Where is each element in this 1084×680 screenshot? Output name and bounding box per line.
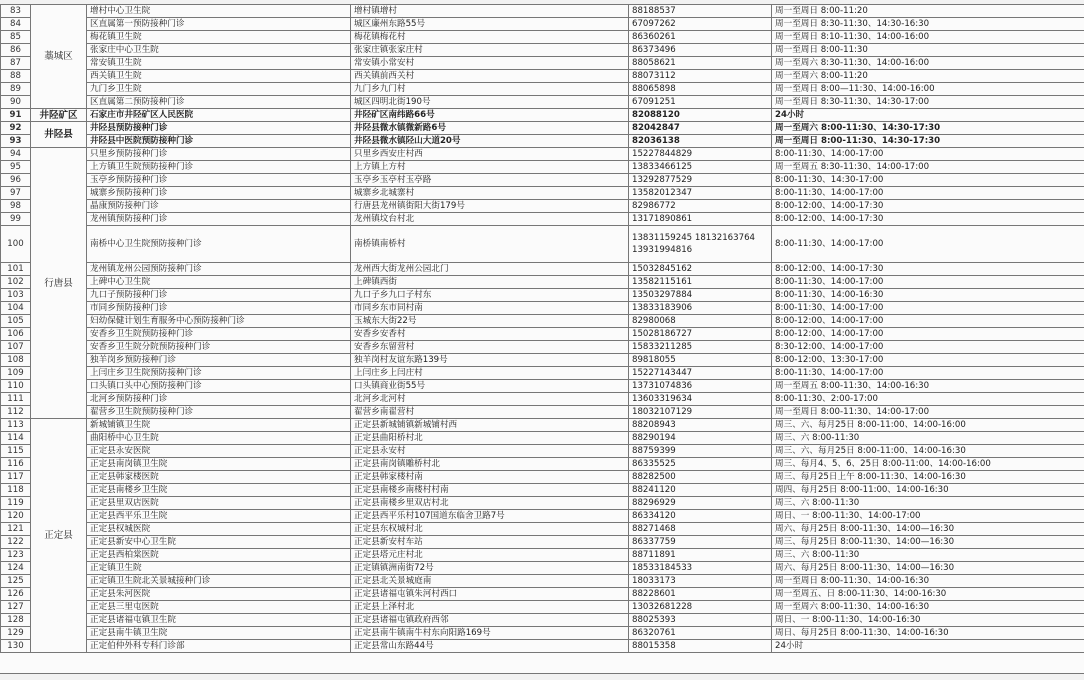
clinic-name-cell: 只里乡预防接种门诊: [87, 148, 351, 161]
phone-cell: 13503297884: [629, 289, 772, 302]
clinic-name-cell: 增村中心卫生院: [87, 5, 351, 18]
address-cell: 正定县塔元庄村北: [351, 549, 629, 562]
table-row: [1, 601, 1084, 614]
row-number: 85: [1, 31, 31, 44]
phone-cell: 13582115161: [629, 276, 772, 289]
clinic-name-cell: 口头镇口头中心预防接种门诊: [87, 380, 351, 393]
row-number: 112: [1, 406, 31, 419]
clinic-name-cell: 龙州镇龙州公园预防接种门诊: [87, 263, 351, 276]
table-row: [1, 471, 1084, 484]
address-cell: 正定县诸福屯镇政府西邻: [351, 614, 629, 627]
address-cell: 正定县常山东路44号: [351, 640, 629, 653]
hours-cell: 周一至周五 8:00-11:30、14:00-16:30: [772, 380, 1084, 393]
phone-cell: 88241120: [629, 484, 772, 497]
address-cell: 九门乡九门村: [351, 83, 629, 96]
row-number: 114: [1, 432, 31, 445]
table-row: [1, 18, 1084, 31]
row-number: 103: [1, 289, 31, 302]
address-cell: 井陉县微水镇陉山大道20号: [351, 135, 629, 148]
clinic-name-cell: 南桥中心卫生院预防接种门诊: [87, 226, 351, 263]
phone-cell: 13833466125: [629, 161, 772, 174]
clinic-name-cell: 新城铺镇卫生院: [87, 419, 351, 432]
table-row: [1, 122, 1084, 135]
row-number: 99: [1, 213, 31, 226]
phone-cell: 88228601: [629, 588, 772, 601]
address-cell: 城寨乡北城寨村: [351, 187, 629, 200]
address-cell: 正定县永安村: [351, 445, 629, 458]
address-cell: 城区四明北街190号: [351, 96, 629, 109]
table-row: [1, 536, 1084, 549]
row-number: 94: [1, 148, 31, 161]
table-row: [1, 562, 1084, 575]
table-row: [1, 302, 1084, 315]
address-cell: 正定县南岗镇雕桥村北: [351, 458, 629, 471]
hours-cell: 周一至周日 8:10-11:30、14:00-16:00: [772, 31, 1084, 44]
clinic-name-cell: 正定伯仲外科专科门诊部: [87, 640, 351, 653]
row-number: 84: [1, 18, 31, 31]
phone-cell: 67097262: [629, 18, 772, 31]
hours-cell: 周一至周日 8:00—11:30、14:00-16:00: [772, 83, 1084, 96]
hours-cell: 8:00-11:30、2:00-17:00: [772, 393, 1084, 406]
phone-cell: 86337759: [629, 536, 772, 549]
table-row: [1, 96, 1084, 109]
hours-cell: 8:00-11:30、14:00-17:00: [772, 187, 1084, 200]
phone-cell: 88290194: [629, 432, 772, 445]
phone-cell: 13582012347: [629, 187, 772, 200]
table-row: [1, 575, 1084, 588]
clinic-name-cell: 正定县西平乐卫生院: [87, 510, 351, 523]
clinic-name-cell: 妇幼保健计划生育服务中心预防接种门诊: [87, 315, 351, 328]
clinic-name-cell: 正定县里双店医院: [87, 497, 351, 510]
table-row: [1, 200, 1084, 213]
address-cell: 独羊岗村友谊东路139号: [351, 354, 629, 367]
hours-cell: 周一至周日 8:00-11:30、14:00-17:00: [772, 406, 1084, 419]
row-number: 95: [1, 161, 31, 174]
table-row: [1, 328, 1084, 341]
district-cell: 井陉矿区: [31, 109, 87, 122]
hours-cell: 周日、一 8:00-11:30、14:00-16:30: [772, 614, 1084, 627]
table-row: [1, 289, 1084, 302]
hours-cell: 周六、每月25日 8:00-11:30、14:00—16:30: [772, 523, 1084, 536]
clinic-name-cell: 曲阳桥中心卫生院: [87, 432, 351, 445]
phone-cell: 88711891: [629, 549, 772, 562]
hours-cell: 8:00-11:30、14:00-16:30: [772, 289, 1084, 302]
table-row: [1, 627, 1084, 640]
hours-cell: 周一至周六 8:00-11:30、14:00-16:30: [772, 601, 1084, 614]
address-cell: 正定县北关景城庭南: [351, 575, 629, 588]
district-cell: 正定县: [31, 419, 87, 653]
row-number: 87: [1, 57, 31, 70]
hours-cell: 周一至周日 8:00-11:20: [772, 5, 1084, 18]
phone-cell: 89818055: [629, 354, 772, 367]
clinic-name-cell: 正定县南楼乡卫生院: [87, 484, 351, 497]
clinic-name-cell: 北河乡预防接种门诊: [87, 393, 351, 406]
address-cell: 正定县上泽村北: [351, 601, 629, 614]
row-number: 111: [1, 393, 31, 406]
table-row: [1, 44, 1084, 57]
phone-cell: 13731074836: [629, 380, 772, 393]
clinic-name-cell: 石家庄市井陉矿区人民医院: [87, 109, 351, 122]
address-cell: 九口子乡九口子村东: [351, 289, 629, 302]
hours-cell: 8:00-11:30、14:00-17:00: [772, 226, 1084, 263]
row-number: 96: [1, 174, 31, 187]
row-number: 89: [1, 83, 31, 96]
table-row: [1, 393, 1084, 406]
clinic-name-cell: 张家庄中心卫生院: [87, 44, 351, 57]
clinic-name-cell: 市同乡预防接种门诊: [87, 302, 351, 315]
table-row: [1, 432, 1084, 445]
table-row: [1, 341, 1084, 354]
clinic-name-cell: 九口子预防接种门诊: [87, 289, 351, 302]
hours-cell: 周三、六、每月25日 8:00-11:00、14:00-16:00: [772, 419, 1084, 432]
table-row: [1, 174, 1084, 187]
clinic-name-cell: 井陉县预防接种门诊: [87, 122, 351, 135]
address-cell: 正定县西平乐村107国道东临舍卫路7号: [351, 510, 629, 523]
address-cell: 正定县东权城村北: [351, 523, 629, 536]
phone-cell: 88208943: [629, 419, 772, 432]
row-number: 98: [1, 200, 31, 213]
row-number: 104: [1, 302, 31, 315]
address-cell: 安香乡安香村: [351, 328, 629, 341]
phone-cell: 86320761: [629, 627, 772, 640]
phone-cell: 88188537: [629, 5, 772, 18]
table-row: [1, 445, 1084, 458]
clinic-name-cell: 上碑中心卫生院: [87, 276, 351, 289]
hours-cell: 周三、六 8:00-11:30: [772, 549, 1084, 562]
hours-cell: 8:00-11:30、14:00-17:00: [772, 367, 1084, 380]
table-row: [1, 226, 1084, 263]
clinic-name-cell: 正定县南岗镇卫生院: [87, 458, 351, 471]
phone-cell: 88759399: [629, 445, 772, 458]
address-cell: 井陉矿区南纬路66号: [351, 109, 629, 122]
row-number: 83: [1, 5, 31, 18]
row-number: 101: [1, 263, 31, 276]
address-cell: 正定县诸福屯镇朱河村西口: [351, 588, 629, 601]
hours-cell: 周日、一 8:00-11:30、14:00-17:00: [772, 510, 1084, 523]
table-row: [1, 57, 1084, 70]
address-cell: 口头镇商业街55号: [351, 380, 629, 393]
hours-cell: 周三、每月25日 8:00-11:30、14:00—16:30: [772, 536, 1084, 549]
address-cell: 井陉县微水镇微新路6号: [351, 122, 629, 135]
row-number: 106: [1, 328, 31, 341]
phone-cell: 88271468: [629, 523, 772, 536]
address-cell: 正定县曲阳桥村北: [351, 432, 629, 445]
table-row: [1, 380, 1084, 393]
address-cell: 北河乡北河村: [351, 393, 629, 406]
address-cell: 增村镇增村: [351, 5, 629, 18]
clinic-name-cell: 井陉县中医院预防接种门诊: [87, 135, 351, 148]
hours-cell: 周一至周六 8:30-11:30、14:00-16:00: [772, 57, 1084, 70]
row-number: 109: [1, 367, 31, 380]
address-cell: 常安镇小常安村: [351, 57, 629, 70]
hours-cell: 周四、每月25日 8:00-11:00、14:00-16:30: [772, 484, 1084, 497]
address-cell: 龙州镇坟台村北: [351, 213, 629, 226]
hours-cell: 8:00-12:00、14:00-17:30: [772, 263, 1084, 276]
hours-cell: 周三、每月25日上午 8:00-11:30、14:00-16:30: [772, 471, 1084, 484]
hours-cell: 周一至周日 8:30-11:30、14:30-16:30: [772, 18, 1084, 31]
hours-cell: 8:00-12:00、13:30-17:00: [772, 354, 1084, 367]
address-cell: 上方镇上方村: [351, 161, 629, 174]
row-number: 118: [1, 484, 31, 497]
table-row: [1, 187, 1084, 200]
phone-cell: 15028186727: [629, 328, 772, 341]
clinic-name-cell: 正定县新安中心卫生院: [87, 536, 351, 549]
clinic-name-cell: 正定县南牛镇卫生院: [87, 627, 351, 640]
phone-cell: 82042847: [629, 122, 772, 135]
address-cell: 安香乡东留营村: [351, 341, 629, 354]
table-row: [1, 70, 1084, 83]
district-cell: 藁城区: [31, 5, 87, 109]
clinic-name-cell: 上方镇卫生院预防接种门诊: [87, 161, 351, 174]
hours-cell: 周一至周五、日 8:00-11:30、14:00-16:30: [772, 588, 1084, 601]
address-cell: 正定县韩家楼村南: [351, 471, 629, 484]
row-number: 108: [1, 354, 31, 367]
phone-cell: 88073112: [629, 70, 772, 83]
phone-cell: 88282500: [629, 471, 772, 484]
phone-cell: 86334120: [629, 510, 772, 523]
row-number: 86: [1, 44, 31, 57]
clinic-name-cell: 安香乡卫生院预防接种门诊: [87, 328, 351, 341]
phone-cell: 13831159245 18132163764 13931994816: [629, 226, 772, 263]
table-row: [1, 83, 1084, 96]
address-cell: 南桥镇南桥村: [351, 226, 629, 263]
hours-cell: 24小时: [772, 640, 1084, 653]
row-number: 121: [1, 523, 31, 536]
table-row: [1, 458, 1084, 471]
address-cell: 城区廉州东路55号: [351, 18, 629, 31]
row-number: 107: [1, 341, 31, 354]
address-cell: 只里乡西安庄村西: [351, 148, 629, 161]
address-cell: 张家庄镇张家庄村: [351, 44, 629, 57]
table-row: [1, 263, 1084, 276]
table-row: [1, 549, 1084, 562]
address-cell: 龙州西大街龙州公园北门: [351, 263, 629, 276]
phone-cell: 15227143447: [629, 367, 772, 380]
clinic-name-cell: 上闫庄乡卫生院预防接种门诊: [87, 367, 351, 380]
row-number: 117: [1, 471, 31, 484]
hours-cell: 8:00-11:30、14:30-17:00: [772, 174, 1084, 187]
address-cell: 翟营乡南翟营村: [351, 406, 629, 419]
clinic-name-cell: 城寨乡预防接种门诊: [87, 187, 351, 200]
address-cell: 行唐县龙州镇街阳大街179号: [351, 200, 629, 213]
table-row: [1, 640, 1084, 653]
clinic-name-cell: 晶康预防接种门诊: [87, 200, 351, 213]
hours-cell: 周三、每月4、5、6、25日 8:00-11:00、14:00-16:00: [772, 458, 1084, 471]
phone-cell: 86360261: [629, 31, 772, 44]
clinic-name-cell: 正定县永安医院: [87, 445, 351, 458]
table-row: [1, 510, 1084, 523]
phone-cell: 18032107129: [629, 406, 772, 419]
hours-cell: 周一至周日 8:00-11:30、14:30-17:30: [772, 135, 1084, 148]
address-cell: 正定镇镇洲南街72号: [351, 562, 629, 575]
hours-cell: 8:00-12:00、14:00-17:00: [772, 315, 1084, 328]
clinic-name-cell: 正定镇卫生院北关景城接种门诊: [87, 575, 351, 588]
hours-cell: 周日、每月25日 8:00-11:30、14:00-16:30: [772, 627, 1084, 640]
district-cell: 行唐县: [31, 148, 87, 419]
table-row: [1, 148, 1084, 161]
table-row: [1, 614, 1084, 627]
phone-cell: 82986772: [629, 200, 772, 213]
table-row: [1, 367, 1084, 380]
hours-cell: 24小时: [772, 109, 1084, 122]
clinic-name-cell: 翟营乡卫生院预防接种门诊: [87, 406, 351, 419]
clinic-name-cell: 区直属第一预防接种门诊: [87, 18, 351, 31]
table-row: [1, 276, 1084, 289]
hours-cell: 周一至周六 8:00-11:20: [772, 70, 1084, 83]
row-number: 113: [1, 419, 31, 432]
hours-cell: 8:00-12:00、14:00-17:30: [772, 213, 1084, 226]
address-cell: 玉亭乡玉亭村玉亭路: [351, 174, 629, 187]
hours-cell: 周三、六 8:00-11:30: [772, 497, 1084, 510]
hours-cell: 周一至周日 8:00-11:30: [772, 44, 1084, 57]
row-number: 90: [1, 96, 31, 109]
phone-cell: 88065898: [629, 83, 772, 96]
phone-cell: 15227844829: [629, 148, 772, 161]
phone-cell: 13032681228: [629, 601, 772, 614]
row-number: 92: [1, 122, 31, 135]
hours-cell: 8:00-11:30、14:00-17:00: [772, 276, 1084, 289]
row-number: 102: [1, 276, 31, 289]
phone-cell: 67091251: [629, 96, 772, 109]
clinic-name-cell: 梅花镇卫生院: [87, 31, 351, 44]
table-row: [1, 135, 1084, 148]
address-cell: 梅花镇梅花村: [351, 31, 629, 44]
address-cell: 西关镇前西关村: [351, 70, 629, 83]
clinic-name-cell: 正定县三里屯医院: [87, 601, 351, 614]
phone-cell: 18033173: [629, 575, 772, 588]
phone-cell: 15032845162: [629, 263, 772, 276]
hours-cell: 周一至周日 8:00-11:30、14:00-16:30: [772, 575, 1084, 588]
row-number: 124: [1, 562, 31, 575]
clinic-name-cell: 常安镇卫生院: [87, 57, 351, 70]
row-number: 126: [1, 588, 31, 601]
hours-cell: 周三、六、每月25日 8:00-11:00、14:00-16:30: [772, 445, 1084, 458]
phone-cell: 88015358: [629, 640, 772, 653]
table-row: [1, 213, 1084, 226]
row-number: 105: [1, 315, 31, 328]
hours-cell: 周六、每月25日 8:00-11:30、14:00—16:30: [772, 562, 1084, 575]
district-cell: 井陉县: [31, 122, 87, 148]
table-row: [1, 109, 1084, 122]
phone-cell: 13171890861: [629, 213, 772, 226]
clinic-name-cell: 正定镇卫生院: [87, 562, 351, 575]
row-number: 110: [1, 380, 31, 393]
phone-cell: 13292877529: [629, 174, 772, 187]
phone-cell: 88025393: [629, 614, 772, 627]
clinic-table: [0, 4, 1084, 653]
phone-cell: 86373496: [629, 44, 772, 57]
table-row: [1, 484, 1084, 497]
row-number: 128: [1, 614, 31, 627]
phone-cell: 86335525: [629, 458, 772, 471]
hours-cell: 周一至周日 8:30-11:30、14:30-17:00: [772, 96, 1084, 109]
phone-cell: 13833183906: [629, 302, 772, 315]
hours-cell: 周一至周五 8:30-11:30、14:00-17:00: [772, 161, 1084, 174]
phone-cell: 13603319634: [629, 393, 772, 406]
phone-cell: 15833211285: [629, 341, 772, 354]
clinic-name-cell: 正定县朱河医院: [87, 588, 351, 601]
address-cell: 正定县新安村车站: [351, 536, 629, 549]
address-cell: 正定县南楼乡南楼村村南: [351, 484, 629, 497]
address-cell: 正定县南牛镇南牛村东向阳路169号: [351, 627, 629, 640]
hours-cell: 周一至周六 8:00-11:30、14:30-17:30: [772, 122, 1084, 135]
table-row: [1, 406, 1084, 419]
row-number: 97: [1, 187, 31, 200]
clinic-name-cell: 玉亭乡预防接种门诊: [87, 174, 351, 187]
hours-cell: 8:00-11:30、14:00-17:00: [772, 148, 1084, 161]
row-number: 130: [1, 640, 31, 653]
clinic-name-cell: 龙州镇预防接种门诊: [87, 213, 351, 226]
table-row: [1, 523, 1084, 536]
row-number: 88: [1, 70, 31, 83]
clinic-name-cell: 正定县西柏棠医院: [87, 549, 351, 562]
phone-cell: 18533184533: [629, 562, 772, 575]
clinic-name-cell: 正定县韩家楼医院: [87, 471, 351, 484]
hours-cell: 周三、六 8:00-11:30: [772, 432, 1084, 445]
address-cell: 正定县南楼乡里双店村北: [351, 497, 629, 510]
address-cell: 市同乡东市同村南: [351, 302, 629, 315]
row-number: 123: [1, 549, 31, 562]
row-number: 119: [1, 497, 31, 510]
phone-cell: 88058621: [629, 57, 772, 70]
row-number: 129: [1, 627, 31, 640]
table-row: [1, 161, 1084, 174]
row-number: 127: [1, 601, 31, 614]
row-number: 93: [1, 135, 31, 148]
row-number: 122: [1, 536, 31, 549]
table-row: [1, 315, 1084, 328]
row-number: 115: [1, 445, 31, 458]
phone-cell: 82980068: [629, 315, 772, 328]
table-row: [1, 31, 1084, 44]
address-cell: 上碑镇西街: [351, 276, 629, 289]
address-cell: 玉城东大街22号: [351, 315, 629, 328]
row-number: 91: [1, 109, 31, 122]
row-number: 116: [1, 458, 31, 471]
phone-cell: 88296929: [629, 497, 772, 510]
row-number: 125: [1, 575, 31, 588]
clinic-name-cell: 九门乡卫生院: [87, 83, 351, 96]
row-number: 100: [1, 226, 31, 263]
phone-cell: 82036138: [629, 135, 772, 148]
hours-cell: 8:00-12:00、14:00-17:30: [772, 200, 1084, 213]
clinic-name-cell: 安香乡卫生院分院预防接种门诊: [87, 341, 351, 354]
clinic-name-cell: 西关镇卫生院: [87, 70, 351, 83]
hours-cell: 8:00-12:00、14:00-17:00: [772, 328, 1084, 341]
table-row: [1, 497, 1084, 510]
hours-cell: 8:30-12:00、14:00-17:00: [772, 341, 1084, 354]
table-row: [1, 419, 1084, 432]
table-row: [1, 5, 1084, 18]
row-number: 120: [1, 510, 31, 523]
table-row: [1, 588, 1084, 601]
clinic-name-cell: 正定县权城医院: [87, 523, 351, 536]
table-row: [1, 354, 1084, 367]
clinic-name-cell: 独羊岗乡预防接种门诊: [87, 354, 351, 367]
phone-cell: 82088120: [629, 109, 772, 122]
clinic-name-cell: 正定县诸福屯镇卫生院: [87, 614, 351, 627]
address-cell: 正定县新城铺镇新城铺村西: [351, 419, 629, 432]
address-cell: 上闫庄乡上闫庄村: [351, 367, 629, 380]
clinic-name-cell: 区直属第二预防接种门诊: [87, 96, 351, 109]
hours-cell: 8:00-11:30、14:00-17:00: [772, 302, 1084, 315]
